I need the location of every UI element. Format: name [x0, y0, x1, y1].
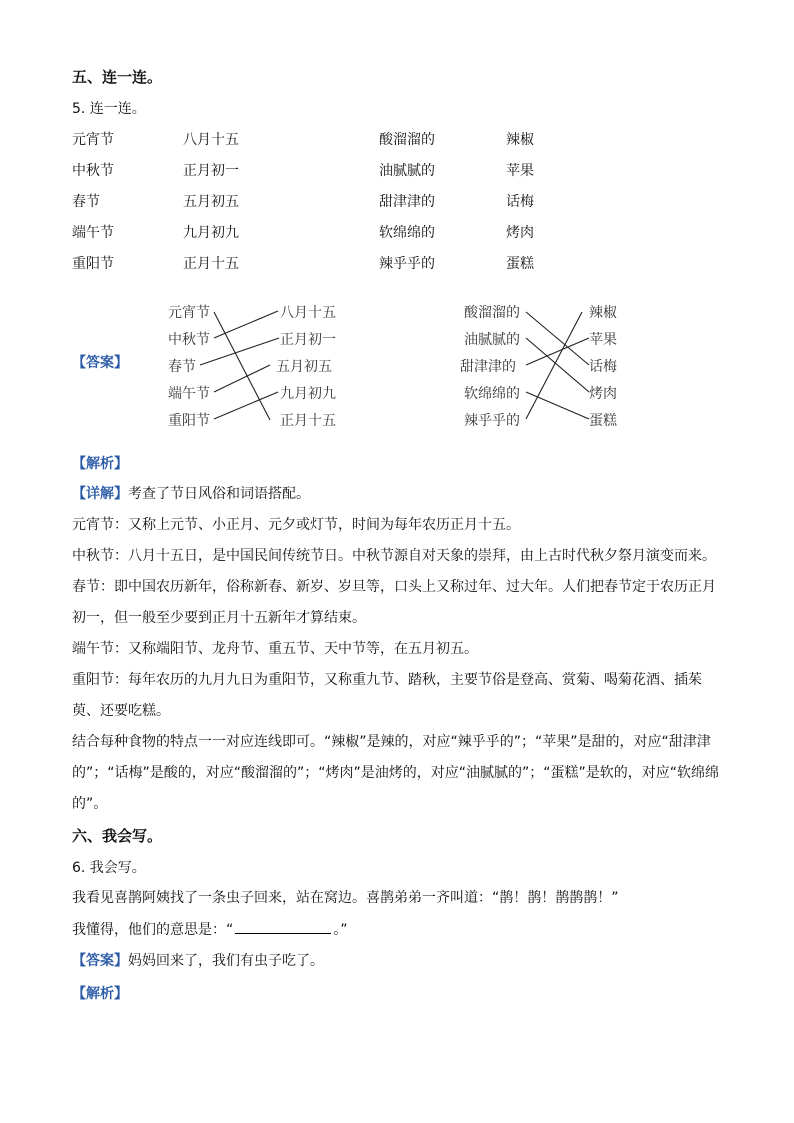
diag-taste-3: 甜津津的	[460, 359, 516, 375]
question-6: 6. 我会写。	[72, 860, 146, 876]
diag-date-1: 八月十五	[280, 305, 336, 321]
diag-taste-4: 软绵绵的	[464, 386, 520, 402]
line2-prefix: 我懂得，他们的意思是：“	[72, 922, 234, 938]
answer-label-5: 【答案】	[72, 355, 128, 371]
diag-date-5: 正月十五	[280, 413, 336, 429]
question-5: 5. 连一连。	[72, 101, 146, 117]
date-5: 正月十五	[183, 256, 239, 272]
analysis-label-6: 【解析】	[72, 986, 128, 1002]
food-3: 话梅	[506, 194, 534, 210]
diag-festival-4: 端午节	[168, 386, 210, 402]
date-1: 八月十五	[183, 132, 239, 148]
answer-blank[interactable]	[235, 919, 331, 934]
taste-2: 油腻腻的	[379, 163, 435, 179]
diag-date-4: 九月初九	[280, 386, 336, 402]
line2-suffix: 。”	[333, 922, 348, 938]
date-4: 九月初九	[183, 225, 239, 241]
diag-taste-5: 辣乎乎的	[464, 413, 520, 429]
question-6-line2	[72, 919, 348, 940]
section-6-heading: 六、我会写。	[72, 827, 163, 845]
answer-label-6: 【答案】	[72, 953, 128, 969]
diag-taste-1: 酸溜溜的	[464, 305, 520, 321]
diag-date-3: 五月初五	[276, 359, 332, 375]
date-2: 正月初一	[183, 163, 239, 179]
diag-festival-5: 重阳节	[168, 413, 210, 429]
diag-festival-2: 中秋节	[168, 332, 210, 348]
diag-date-2: 正月初一	[280, 332, 336, 348]
taste-1: 酸溜溜的	[379, 132, 435, 148]
line-suanliuliu-huamei	[526, 312, 589, 365]
line-tianjinjin-pingguo	[526, 338, 589, 365]
detail-label: 【详解】	[72, 486, 128, 502]
para-yuanxiao: 元宵节：又称上元节、小正月、元夕或灯节，时间为每年农历正月十五。	[72, 517, 520, 533]
festival-5: 重阳节	[72, 256, 114, 272]
line-duanwu-wuyue05	[214, 365, 270, 392]
diag-food-2: 苹果	[589, 332, 617, 348]
festival-3: 春节	[72, 194, 100, 210]
line-lahuhu-lajiao	[526, 312, 582, 419]
taste-4: 软绵绵的	[379, 225, 435, 241]
diag-food-5: 蛋糕	[589, 413, 617, 429]
festival-2: 中秋节	[72, 163, 114, 179]
food-1: 辣椒	[506, 132, 534, 148]
festival-4: 端午节	[72, 225, 114, 241]
line-ruanmianmian-dangao	[526, 392, 589, 419]
taste-5: 辣乎乎的	[379, 256, 435, 272]
diag-food-1: 辣椒	[589, 305, 617, 321]
para-zhongqiu: 中秋节：八月十五日，是中国民间传统节日。中秋节源自对天象的崇拜，由上古时代秋夕祭月演变而来。	[72, 548, 716, 564]
para-duanwu: 端午节：又称端阳节、龙舟节、重五节、天中节等，在五月初五。	[72, 641, 478, 657]
question-6-line1: 我看见喜鹊阿姨找了一条虫子回来，站在窝边。喜鹊弟弟一齐叫道：“鹊！鹊！鹊鹊鹊！”	[72, 890, 619, 906]
diag-festival-1: 元宵节	[168, 305, 210, 321]
answer-text-6: 妈妈回来了，我们有虫子吃了。	[128, 953, 324, 969]
detail-text: 考查了节日风俗和词语搭配。	[128, 486, 310, 502]
section-5-heading: 五、连一连。	[72, 68, 163, 86]
festival-1: 元宵节	[72, 132, 114, 148]
diag-taste-2: 油腻腻的	[464, 332, 520, 348]
answer-line-6	[72, 951, 324, 971]
line-chongyang-jiuyue09	[214, 392, 278, 419]
line-youniuni-kaorou	[526, 338, 589, 392]
food-5: 蛋糕	[506, 256, 534, 272]
diag-festival-3: 春节	[168, 359, 196, 375]
detail-line	[72, 484, 310, 504]
para-chunjie: 春节：即中国农历新年，俗称新春、新岁、岁旦等，口头上又称过年、过大年。人们把春节定于农历正月初一，但一般至少要到正月十五新年才算结束。	[72, 579, 716, 626]
date-3: 五月初五	[183, 194, 239, 210]
diag-food-3: 话梅	[589, 359, 617, 375]
line-yuanxiao-zhengyue15	[214, 312, 270, 420]
analysis-label-5: 【解析】	[72, 456, 128, 472]
line-zhongqiu-bayue15	[214, 311, 278, 338]
taste-3: 甜津津的	[379, 194, 435, 210]
food-2: 苹果	[506, 163, 534, 179]
para-chongyang: 重阳节：每年农历的九月九日为重阳节，又称重九节、踏秋，主要节俗是登高、赏菊、喝菊花酒、插茱萸、还要吃糕。	[72, 672, 702, 719]
diag-food-4: 烤肉	[589, 386, 617, 402]
food-4: 烤肉	[506, 225, 534, 241]
para-food-matching: 结合每种食物的特点一一对应连线即可。“辣椒”是辣的，对应“辣乎乎的”；“苹果”是甜的，对应“甜津津的”；“话梅”是酸的，对应“酸溜溜的”；“烤肉”是油烤的，对应“油腻腻的”；“蛋糕”是软的，对应“软绵绵的”。	[72, 734, 720, 812]
connection-lines	[0, 0, 794, 440]
